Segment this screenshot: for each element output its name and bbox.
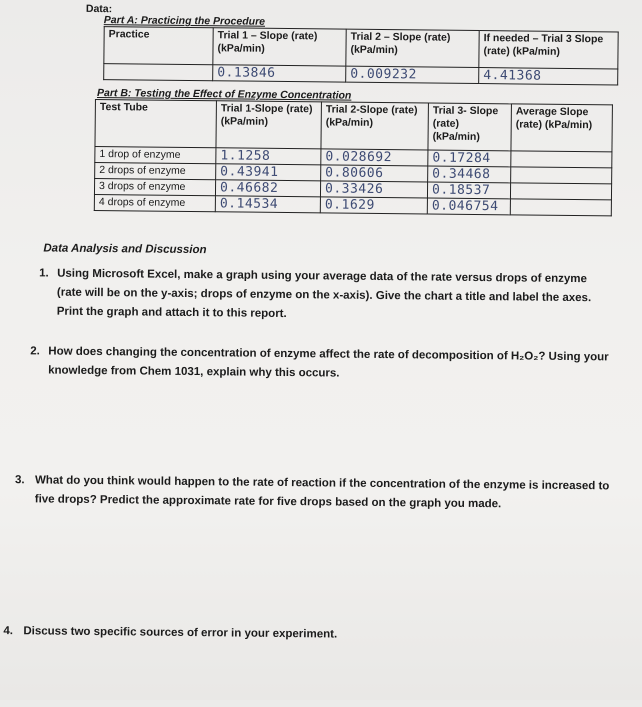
part-a-header-trial2: Trial 2 – Slope (rate) (kPa/min) xyxy=(346,29,479,67)
question-number: 4. xyxy=(3,625,14,638)
table-row xyxy=(95,100,612,152)
trial3-value: 0.046754 xyxy=(427,198,510,215)
part-a-header-trial1: Trial 1 – Slope (rate) (kPa/min) xyxy=(213,28,346,66)
question-3 xyxy=(15,471,625,515)
question-text: Using Microsoft Excel, make a graph using your average data of the rate versus drops of enzyme (rate will be on the y-axis; drops of enzyme on the x-axis). Give the chart a title and label the axes. Print the graph and attach it to this report. xyxy=(56,267,592,321)
part-b-header-average: Average Slope (rate) (kPa/min) xyxy=(511,104,612,152)
trial1-value: 0.46682 xyxy=(215,180,320,197)
row-label: 3 drops of enzyme xyxy=(94,179,215,196)
part-a-header-practice: Practice xyxy=(104,27,213,65)
analysis-title: Data Analysis and Discussion xyxy=(43,242,207,257)
trial2-value: 0.028692 xyxy=(321,149,428,166)
part-a-value-trial2: 0.009232 xyxy=(346,66,479,83)
trial3-value: 0.34468 xyxy=(428,166,511,183)
average-value xyxy=(511,167,612,184)
question-number: 2. xyxy=(30,345,40,358)
trial2-value: 0.80606 xyxy=(321,165,428,182)
question-text: Discuss two specific sources of error in your experiment. xyxy=(23,625,338,641)
question-text: How does changing the concentration of enzyme affect the rate of decomposition of H₂O₂? Using your knowledge from Chem 1031, explain why this occurs. xyxy=(48,345,609,380)
table-row xyxy=(104,27,618,69)
average-value xyxy=(510,199,611,216)
row-label: 4 drops of enzyme xyxy=(94,194,215,211)
part-b-header-trial2: Trial 2-Slope (rate) (kPa/min) xyxy=(321,102,428,150)
part-b-header-trial1: Trial 1-Slope (rate) (kPa/min) xyxy=(216,101,321,149)
part-a-value-trial1: 0.13846 xyxy=(213,65,346,82)
trial1-value: 0.43941 xyxy=(216,164,321,181)
trial1-value: 0.14534 xyxy=(215,196,320,213)
part-b-header-trial3: Trial 3- Slope (rate) (kPa/min) xyxy=(428,103,511,151)
trial1-value: 1.1258 xyxy=(216,148,321,165)
question-number: 1. xyxy=(39,267,49,280)
question-1 xyxy=(39,264,606,327)
part-a-table xyxy=(103,26,619,85)
trial2-value: 0.33426 xyxy=(320,181,427,198)
question-2 xyxy=(30,342,612,386)
part-b-table xyxy=(94,99,613,216)
average-value xyxy=(510,183,611,200)
trial3-value: 0.18537 xyxy=(427,182,510,199)
question-text: What do you think would happen to the rate of reaction if the concentration of the enzyme is increased to five drops? Predict the approximate rate for five drops based on the graph you made. xyxy=(34,474,610,511)
part-a-value-trial3: 4.41368 xyxy=(479,68,618,85)
part-a-title: Part A: Practicing the Procedure xyxy=(103,14,266,28)
data-label: Data: xyxy=(85,2,113,16)
part-a-value-practice xyxy=(104,64,213,81)
trial2-value: 0.1629 xyxy=(320,197,427,214)
question-number: 3. xyxy=(14,474,25,487)
part-b-header-test-tube: Test Tube xyxy=(95,100,216,148)
part-b-title: Part B: Testing the Effect of Enzyme Concentration xyxy=(96,87,352,102)
average-value xyxy=(511,151,612,168)
question-4 xyxy=(3,622,563,647)
row-label: 2 drops of enzyme xyxy=(95,163,216,180)
trial3-value: 0.17284 xyxy=(428,150,511,167)
row-label: 1 drop of enzyme xyxy=(95,147,216,164)
part-a-header-trial3: If needed – Trial 3 Slope (rate) (kPa/min) xyxy=(479,31,618,69)
